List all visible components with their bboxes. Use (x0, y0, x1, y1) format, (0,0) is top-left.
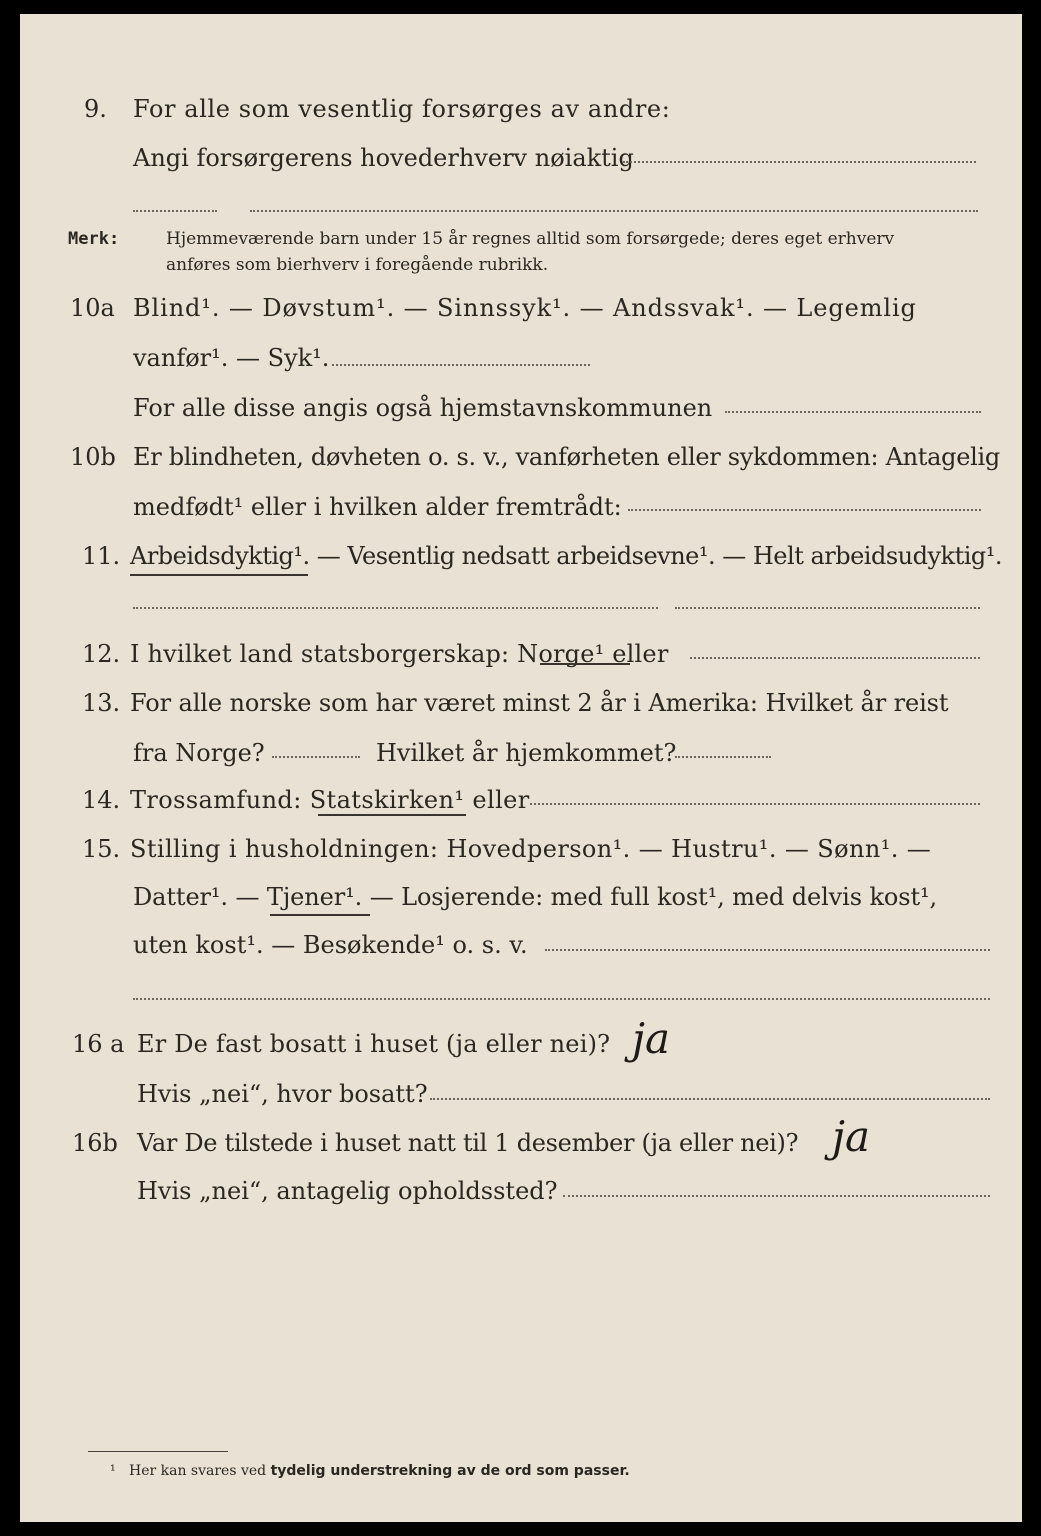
q15-answer-line-2 (133, 998, 990, 1000)
q13-answer-line-hjemkommet (675, 756, 771, 758)
q13-line2b: Hvilket år hjemkommet? (376, 739, 677, 767)
q10b-line2: medfødt¹ eller i hvilken alder fremtrådt: (133, 493, 622, 521)
q10b-answer-line (628, 509, 981, 511)
q10a-line2: vanfør¹. — Syk¹. (133, 344, 330, 372)
footnote-mark: ¹ (110, 1463, 116, 1479)
q12-answer-line (690, 657, 980, 659)
footnote-rule (88, 1451, 228, 1452)
q9-line2: Angi forsørgerens hovederhverv nøiaktig (133, 144, 634, 172)
merk-line1: Hjemmeværende barn under 15 år regnes alltid som forsørgede; deres eget erhverv (166, 229, 895, 249)
q16a-handwritten-answer: ja (632, 1014, 671, 1063)
q15-number: 15. (82, 835, 121, 863)
q12-underline-norge (540, 663, 630, 665)
q13-answer-line-reist (272, 756, 360, 758)
census-form-page (20, 14, 1022, 1522)
q13-line2a: fra Norge? (133, 739, 265, 767)
q11-line1: Arbeidsdyktig¹. — Vesentlig nedsatt arbeidsevne¹. — Helt arbeidsudyktig¹. (130, 542, 1003, 570)
q16a-number: 16 a (72, 1030, 125, 1058)
q16b-number: 16b (72, 1129, 118, 1157)
q15-underline-tjener (270, 914, 370, 916)
q13-line1: For alle norske som har været minst 2 år i Amerika: Hvilket år reist (130, 689, 949, 717)
q9-answer-line (623, 161, 976, 163)
q16b-answer-line (563, 1195, 990, 1197)
q14-answer-line (530, 803, 980, 805)
q12-number: 12. (82, 640, 121, 668)
q11-answer-line-a (133, 607, 658, 609)
q16b-line1: Var De tilstede i huset natt til 1 desember (ja eller nei)? (137, 1129, 799, 1157)
q12-line1: I hvilket land statsborgerskap: Norge¹ eller (130, 640, 669, 668)
q14-underline-statskirken (318, 814, 466, 816)
q16a-line2: Hvis „nei“, hvor bosatt? (137, 1080, 428, 1108)
footnote-text-a: Her kan svares ved (128, 1463, 267, 1479)
q16a-line1: Er De fast bosatt i huset (ja eller nei)? (137, 1030, 611, 1058)
q10a-number: 10a (70, 294, 115, 322)
q16b-handwritten-answer: ja (832, 1112, 871, 1161)
q10b-line1: Er blindheten, døvheten o. s. v., vanførheten eller sykdommen: Antagelig (133, 443, 1000, 471)
q10b-number: 10b (70, 443, 116, 471)
q10a-answer-line (332, 364, 590, 366)
footnote (110, 1463, 630, 1479)
q11-number: 11. (82, 542, 121, 570)
q9-line1: For alle som vesentlig forsørges av andre: (133, 95, 671, 123)
q9-answer-line-2a (133, 210, 217, 212)
q11-answer-line-b (675, 607, 980, 609)
q15-answer-line (545, 949, 990, 951)
q11-underline-arbeidsdyktig (130, 574, 308, 576)
footnote-text-b: tydelig understrekning av de ord som passer. (270, 1463, 630, 1479)
q14-line1: Trossamfund: Statskirken¹ eller (130, 786, 530, 814)
merk-label: Merk: (68, 229, 120, 249)
q10a-answer-line-2 (725, 411, 981, 413)
q15-line3: uten kost¹. — Besøkende¹ o. s. v. (133, 931, 528, 959)
q16b-line2: Hvis „nei“, antagelig opholdssted? (137, 1177, 558, 1205)
q15-line2: Datter¹. — Tjener¹. — Losjerende: med full kost¹, med delvis kost¹, (133, 883, 938, 911)
q15-line1: Stilling i husholdningen: Hovedperson¹. — Hustru¹. — Sønn¹. — (130, 835, 932, 863)
q10a-line1: Blind¹. — Døvstum¹. — Sinnssyk¹. — Andssvak¹. — Legemlig (133, 294, 917, 322)
q10a-line3: For alle disse angis også hjemstavnskommunen (133, 394, 713, 422)
q14-number: 14. (82, 786, 121, 814)
q9-number: 9. (84, 95, 107, 123)
merk-line2: anføres som bierhverv i foregående rubrikk. (166, 255, 549, 275)
q16a-answer-line (430, 1098, 990, 1100)
q13-number: 13. (82, 689, 121, 717)
q9-answer-line-2b (250, 210, 978, 212)
